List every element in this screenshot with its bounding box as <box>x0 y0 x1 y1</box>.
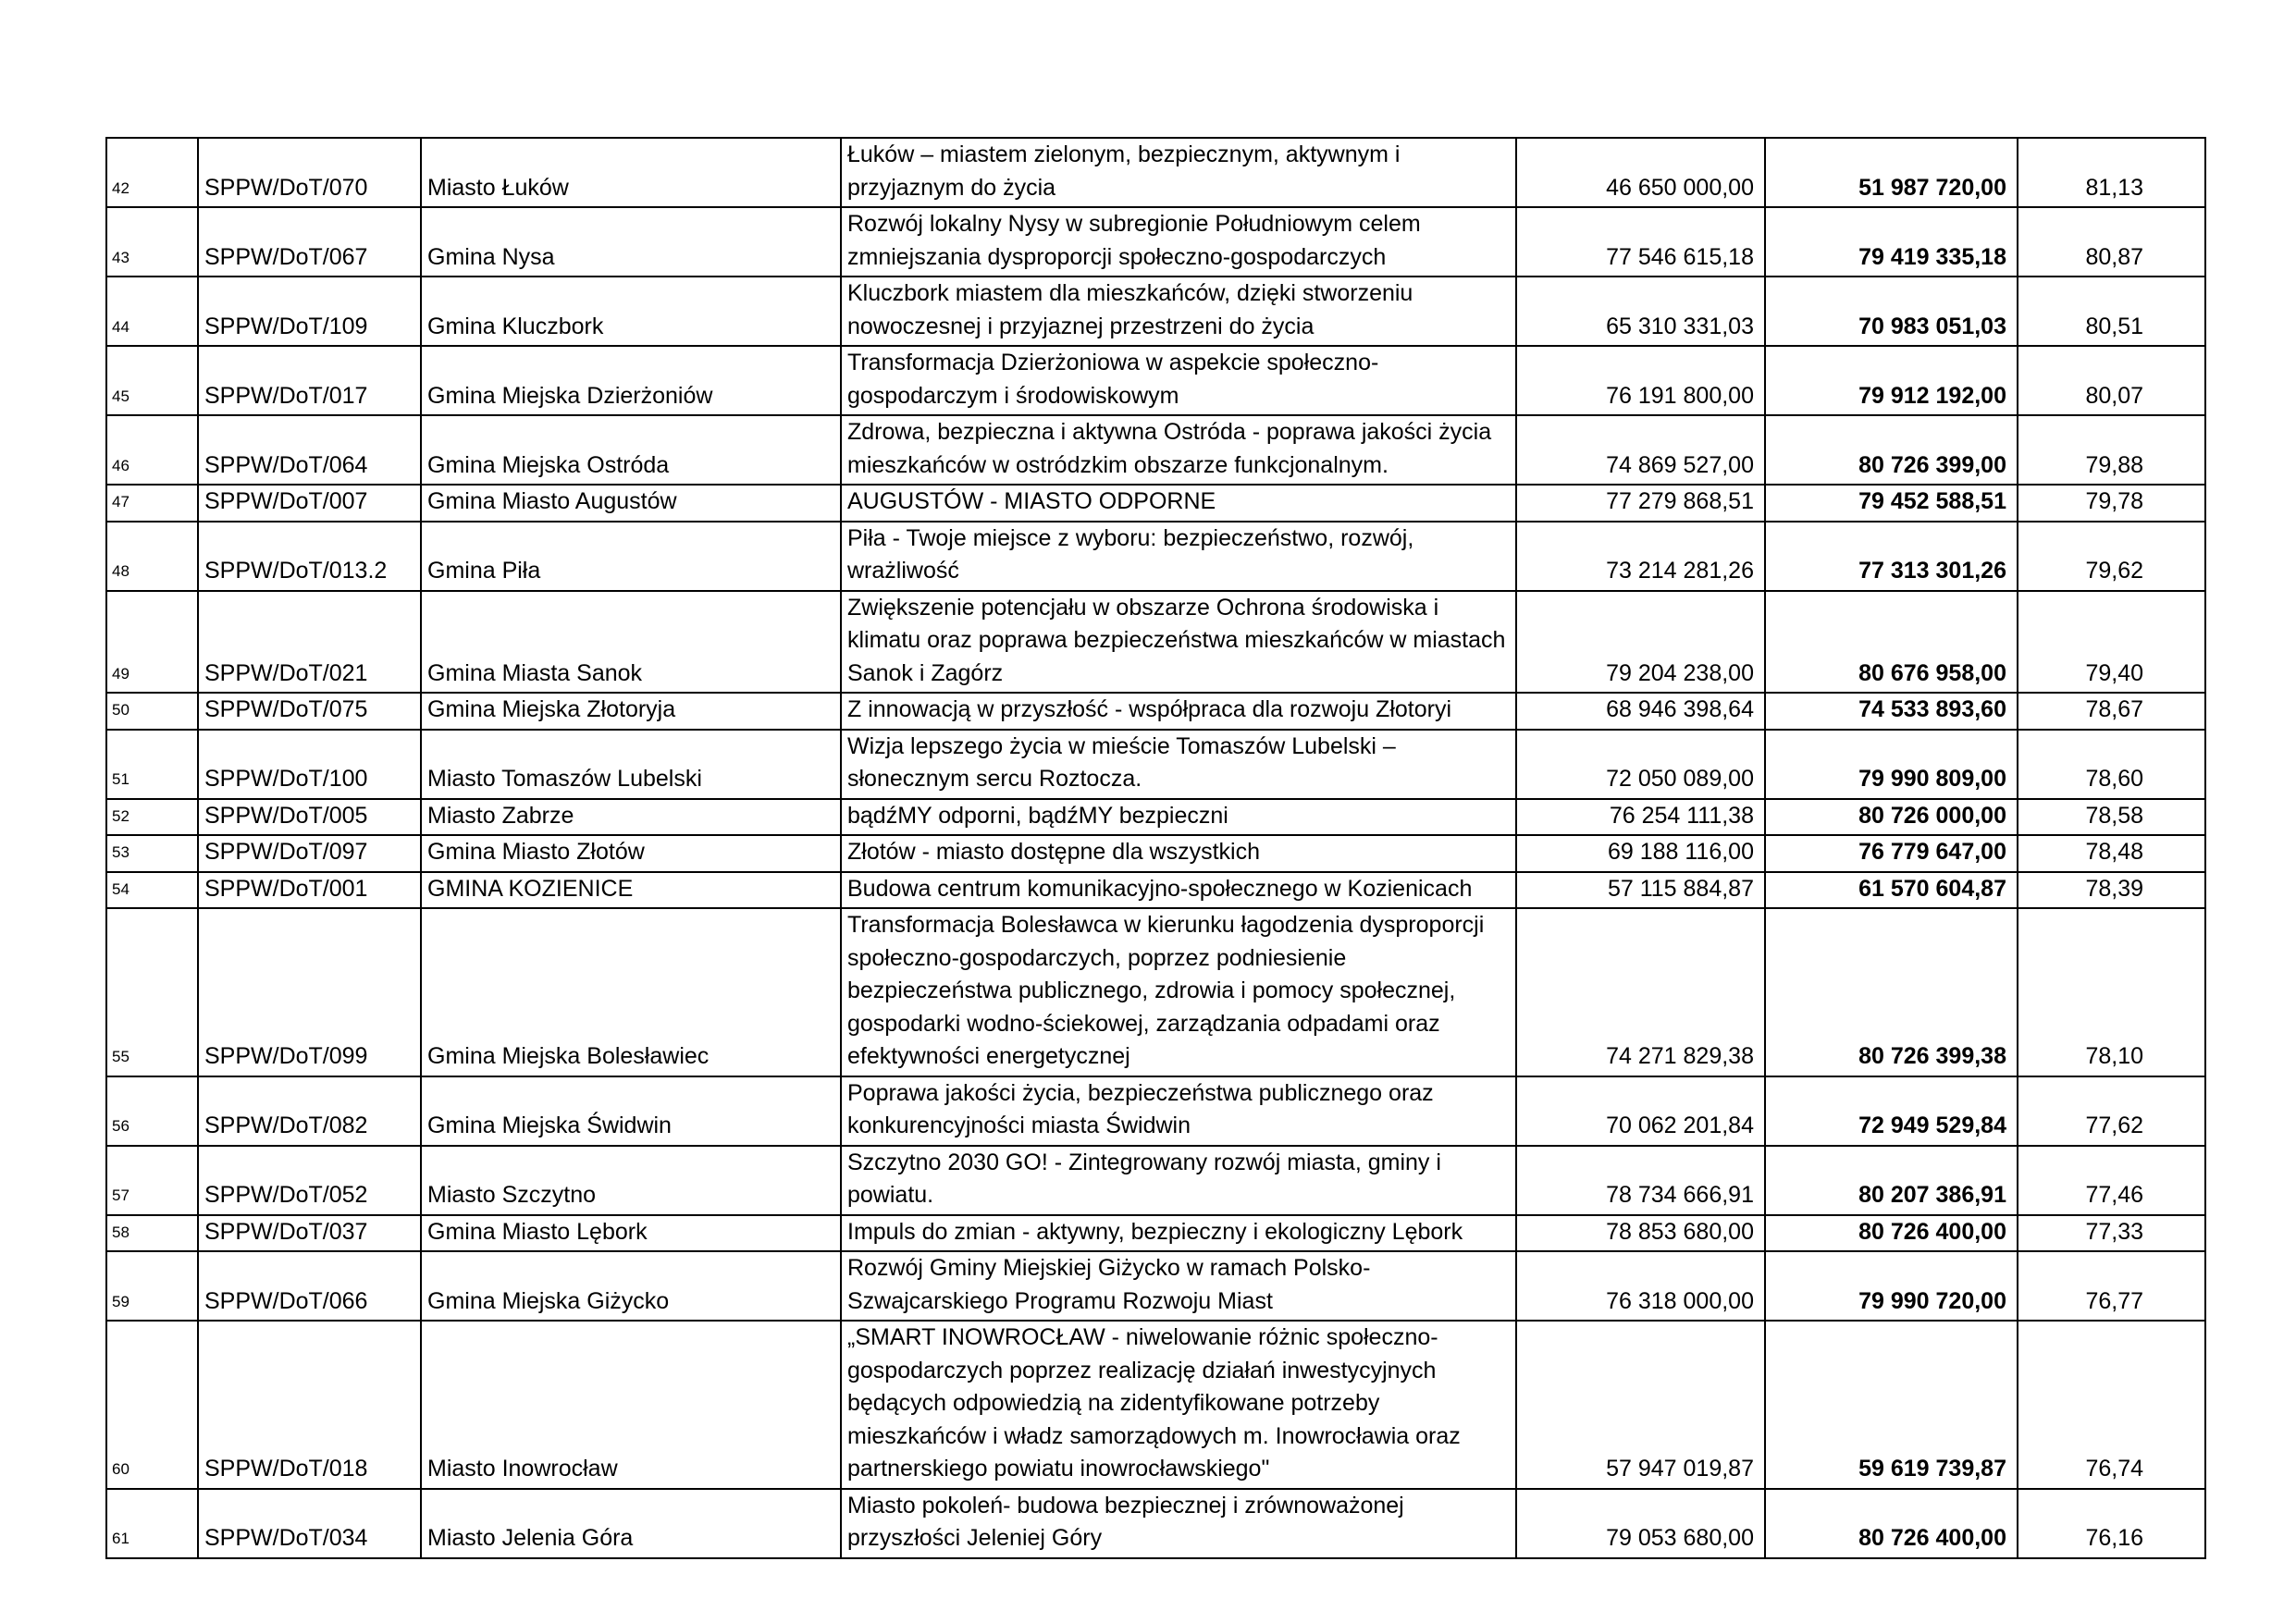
row-number-cell: 59 <box>106 1251 198 1321</box>
total-cost-cell: 78 853 680,00 <box>1516 1215 1765 1252</box>
funding-amount-cell: 80 726 399,38 <box>1765 908 2018 1076</box>
funding-amount-cell: 79 419 335,18 <box>1765 207 2018 277</box>
table-row <box>106 277 2205 346</box>
row-number-cell: 43 <box>106 207 198 277</box>
applicant-cell: Gmina Miejska Świdwin <box>421 1076 841 1146</box>
application-code-cell: SPPW/DoT/017 <box>198 346 421 415</box>
row-number-cell: 46 <box>106 415 198 485</box>
application-code-cell: SPPW/DoT/034 <box>198 1489 421 1558</box>
funding-amount-cell: 80 726 400,00 <box>1765 1489 2018 1558</box>
funding-amount-cell: 59 619 739,87 <box>1765 1321 2018 1489</box>
total-cost-cell: 79 204 238,00 <box>1516 591 1765 694</box>
table-row <box>106 1321 2205 1489</box>
applicant-cell: Gmina Miejska Ostróda <box>421 415 841 485</box>
total-cost-cell: 72 050 089,00 <box>1516 730 1765 799</box>
row-number-cell: 45 <box>106 346 198 415</box>
table-row <box>106 730 2205 799</box>
project-title-cell: bądźMY odporni, bądźMY bezpieczni <box>841 799 1516 836</box>
row-number-cell: 56 <box>106 1076 198 1146</box>
project-title-cell: Transformacja Dzierżoniowa w aspekcie społeczno-gospodarczym i środowiskowym <box>841 346 1516 415</box>
row-number-cell: 42 <box>106 138 198 207</box>
total-cost-cell: 65 310 331,03 <box>1516 277 1765 346</box>
table-row <box>106 138 2205 207</box>
project-title-cell: Miasto pokoleń- budowa bezpiecznej i zrównoważonej przyszłości Jeleniej Góry <box>841 1489 1516 1558</box>
application-code-cell: SPPW/DoT/109 <box>198 277 421 346</box>
total-cost-cell: 70 062 201,84 <box>1516 1076 1765 1146</box>
project-title-cell: Transformacja Bolesławca w kierunku łagodzenia dysproporcji społeczno-gospodarczych, poprzez podniesienie bezpieczeństwa publicznego, zdrowia i pomocy społecznej, gospodarki wodno-ściekowej, zarządzania odpadami oraz efektywności energetycznej <box>841 908 1516 1076</box>
project-title-cell: Kluczbork miastem dla mieszkańców, dzięki stworzeniu nowoczesnej i przyjaznej przestrzeni do życia <box>841 277 1516 346</box>
row-number-cell: 48 <box>106 522 198 591</box>
score-cell: 76,74 <box>2018 1321 2205 1489</box>
total-cost-cell: 77 546 615,18 <box>1516 207 1765 277</box>
row-number-cell: 54 <box>106 872 198 909</box>
total-cost-cell: 76 191 800,00 <box>1516 346 1765 415</box>
funding-amount-cell: 79 990 720,00 <box>1765 1251 2018 1321</box>
score-cell: 78,58 <box>2018 799 2205 836</box>
project-title-cell: „SMART INOWROCŁAW - niwelowanie różnic społeczno-gospodarczych poprzez realizację działań inwestycyjnych będących odpowiedzią na zidentyfikowane potrzeby mieszkańców i władz samorządowych m. Inowrocławia oraz partnerskiego powiatu inowrocławskiego" <box>841 1321 1516 1489</box>
applicant-cell: GMINA KOZIENICE <box>421 872 841 909</box>
applicant-cell: Gmina Piła <box>421 522 841 591</box>
row-number-cell: 61 <box>106 1489 198 1558</box>
score-cell: 78,48 <box>2018 835 2205 872</box>
total-cost-cell: 76 318 000,00 <box>1516 1251 1765 1321</box>
score-cell: 81,13 <box>2018 138 2205 207</box>
total-cost-cell: 68 946 398,64 <box>1516 693 1765 730</box>
project-title-cell: Łuków – miastem zielonym, bezpiecznym, aktywnym i przyjaznym do życia <box>841 138 1516 207</box>
row-number-cell: 52 <box>106 799 198 836</box>
funding-amount-cell: 76 779 647,00 <box>1765 835 2018 872</box>
application-code-cell: SPPW/DoT/082 <box>198 1076 421 1146</box>
applicant-cell: Miasto Inowrocław <box>421 1321 841 1489</box>
total-cost-cell: 46 650 000,00 <box>1516 138 1765 207</box>
applicant-cell: Miasto Zabrze <box>421 799 841 836</box>
score-cell: 78,10 <box>2018 908 2205 1076</box>
project-title-cell: Złotów - miasto dostępne dla wszystkich <box>841 835 1516 872</box>
applicant-cell: Miasto Jelenia Góra <box>421 1489 841 1558</box>
funding-amount-cell: 80 726 400,00 <box>1765 1215 2018 1252</box>
funding-amount-cell: 72 949 529,84 <box>1765 1076 2018 1146</box>
applicant-cell: Miasto Szczytno <box>421 1146 841 1215</box>
project-title-cell: Piła - Twoje miejsce z wyboru: bezpieczeństwo, rozwój, wrażliwość <box>841 522 1516 591</box>
project-title-cell: Zwiększenie potencjału w obszarze Ochrona środowiska i klimatu oraz poprawa bezpieczeństwa mieszkańców w miastach Sanok i Zagórz <box>841 591 1516 694</box>
score-cell: 78,60 <box>2018 730 2205 799</box>
table-row <box>106 346 2205 415</box>
application-code-cell: SPPW/DoT/075 <box>198 693 421 730</box>
project-title-cell: AUGUSTÓW - MIASTO ODPORNE <box>841 485 1516 522</box>
total-cost-cell: 57 947 019,87 <box>1516 1321 1765 1489</box>
applicant-cell: Gmina Miasta Sanok <box>421 591 841 694</box>
application-code-cell: SPPW/DoT/018 <box>198 1321 421 1489</box>
applicant-cell: Gmina Kluczbork <box>421 277 841 346</box>
table-row <box>106 1489 2205 1558</box>
project-title-cell: Zdrowa, bezpieczna i aktywna Ostróda - poprawa jakości życia mieszkańców w ostródzkim obszarze funkcjonalnym. <box>841 415 1516 485</box>
applicant-cell: Miasto Łuków <box>421 138 841 207</box>
row-number-cell: 49 <box>106 591 198 694</box>
application-code-cell: SPPW/DoT/100 <box>198 730 421 799</box>
score-cell: 76,16 <box>2018 1489 2205 1558</box>
application-code-cell: SPPW/DoT/070 <box>198 138 421 207</box>
score-cell: 79,40 <box>2018 591 2205 694</box>
total-cost-cell: 57 115 884,87 <box>1516 872 1765 909</box>
table-row <box>106 1251 2205 1321</box>
table-row <box>106 485 2205 522</box>
project-title-cell: Poprawa jakości życia, bezpieczeństwa publicznego oraz konkurencyjności miasta Świdwin <box>841 1076 1516 1146</box>
score-cell: 76,77 <box>2018 1251 2205 1321</box>
row-number-cell: 53 <box>106 835 198 872</box>
row-number-cell: 51 <box>106 730 198 799</box>
table-row <box>106 591 2205 694</box>
score-cell: 80,07 <box>2018 346 2205 415</box>
project-title-cell: Rozwój lokalny Nysy w subregionie Południowym celem zmniejszania dysproporcji społeczno-gospodarczych <box>841 207 1516 277</box>
applicant-cell: Gmina Miasto Augustów <box>421 485 841 522</box>
application-code-cell: SPPW/DoT/021 <box>198 591 421 694</box>
row-number-cell: 58 <box>106 1215 198 1252</box>
row-number-cell: 60 <box>106 1321 198 1489</box>
row-number-cell: 47 <box>106 485 198 522</box>
application-code-cell: SPPW/DoT/005 <box>198 799 421 836</box>
application-code-cell: SPPW/DoT/037 <box>198 1215 421 1252</box>
applicant-cell: Gmina Miasto Lębork <box>421 1215 841 1252</box>
table-row <box>106 1146 2205 1215</box>
project-title-cell: Impuls do zmian - aktywny, bezpieczny i ekologiczny Lębork <box>841 1215 1516 1252</box>
row-number-cell: 55 <box>106 908 198 1076</box>
table-row <box>106 835 2205 872</box>
total-cost-cell: 76 254 111,38 <box>1516 799 1765 836</box>
project-title-cell: Rozwój Gminy Miejskiej Giżycko w ramach Polsko-Szwajcarskiego Programu Rozwoju Miast <box>841 1251 1516 1321</box>
application-code-cell: SPPW/DoT/052 <box>198 1146 421 1215</box>
project-title-cell: Z innowacją w przyszłość - współpraca dla rozwoju Złotoryi <box>841 693 1516 730</box>
project-title-cell: Budowa centrum komunikacyjno-społecznego w Kozienicach <box>841 872 1516 909</box>
application-code-cell: SPPW/DoT/099 <box>198 908 421 1076</box>
total-cost-cell: 74 869 527,00 <box>1516 415 1765 485</box>
applicant-cell: Miasto Tomaszów Lubelski <box>421 730 841 799</box>
row-number-cell: 44 <box>106 277 198 346</box>
funding-amount-cell: 79 912 192,00 <box>1765 346 2018 415</box>
score-cell: 79,62 <box>2018 522 2205 591</box>
applicant-cell: Gmina Miejska Złotoryja <box>421 693 841 730</box>
score-cell: 78,39 <box>2018 872 2205 909</box>
total-cost-cell: 79 053 680,00 <box>1516 1489 1765 1558</box>
applicant-cell: Gmina Nysa <box>421 207 841 277</box>
score-cell: 80,51 <box>2018 277 2205 346</box>
table-row <box>106 1215 2205 1252</box>
application-code-cell: SPPW/DoT/064 <box>198 415 421 485</box>
score-cell: 77,46 <box>2018 1146 2205 1215</box>
application-code-cell: SPPW/DoT/013.2 <box>198 522 421 591</box>
score-cell: 79,88 <box>2018 415 2205 485</box>
score-cell: 77,33 <box>2018 1215 2205 1252</box>
table-row <box>106 872 2205 909</box>
funding-amount-cell: 80 207 386,91 <box>1765 1146 2018 1215</box>
table-row <box>106 693 2205 730</box>
funding-amount-cell: 77 313 301,26 <box>1765 522 2018 591</box>
application-code-cell: SPPW/DoT/097 <box>198 835 421 872</box>
table-row <box>106 1076 2205 1146</box>
application-code-cell: SPPW/DoT/001 <box>198 872 421 909</box>
applicant-cell: Gmina Miasto Złotów <box>421 835 841 872</box>
total-cost-cell: 73 214 281,26 <box>1516 522 1765 591</box>
table-row <box>106 415 2205 485</box>
funding-amount-cell: 80 676 958,00 <box>1765 591 2018 694</box>
project-title-cell: Wizja lepszego życia w mieście Tomaszów Lubelski – słonecznym sercu Roztocza. <box>841 730 1516 799</box>
row-number-cell: 50 <box>106 693 198 730</box>
funding-amount-cell: 79 452 588,51 <box>1765 485 2018 522</box>
application-code-cell: SPPW/DoT/067 <box>198 207 421 277</box>
total-cost-cell: 78 734 666,91 <box>1516 1146 1765 1215</box>
funding-amount-cell: 74 533 893,60 <box>1765 693 2018 730</box>
funding-amount-cell: 61 570 604,87 <box>1765 872 2018 909</box>
table-row <box>106 522 2205 591</box>
score-cell: 80,87 <box>2018 207 2205 277</box>
table-row <box>106 799 2205 836</box>
ranking-table-body <box>106 138 2205 1558</box>
funding-amount-cell: 80 726 399,00 <box>1765 415 2018 485</box>
applicant-cell: Gmina Miejska Giżycko <box>421 1251 841 1321</box>
funding-amount-cell: 70 983 051,03 <box>1765 277 2018 346</box>
total-cost-cell: 74 271 829,38 <box>1516 908 1765 1076</box>
total-cost-cell: 77 279 868,51 <box>1516 485 1765 522</box>
ranking-table <box>105 137 2206 1559</box>
table-row <box>106 908 2205 1076</box>
score-cell: 79,78 <box>2018 485 2205 522</box>
project-title-cell: Szczytno 2030 GO! - Zintegrowany rozwój miasta, gminy i powiatu. <box>841 1146 1516 1215</box>
applicant-cell: Gmina Miejska Bolesławiec <box>421 908 841 1076</box>
total-cost-cell: 69 188 116,00 <box>1516 835 1765 872</box>
funding-amount-cell: 51 987 720,00 <box>1765 138 2018 207</box>
row-number-cell: 57 <box>106 1146 198 1215</box>
funding-amount-cell: 79 990 809,00 <box>1765 730 2018 799</box>
table-row <box>106 207 2205 277</box>
funding-amount-cell: 80 726 000,00 <box>1765 799 2018 836</box>
applicant-cell: Gmina Miejska Dzierżoniów <box>421 346 841 415</box>
application-code-cell: SPPW/DoT/066 <box>198 1251 421 1321</box>
application-code-cell: SPPW/DoT/007 <box>198 485 421 522</box>
score-cell: 77,62 <box>2018 1076 2205 1146</box>
score-cell: 78,67 <box>2018 693 2205 730</box>
